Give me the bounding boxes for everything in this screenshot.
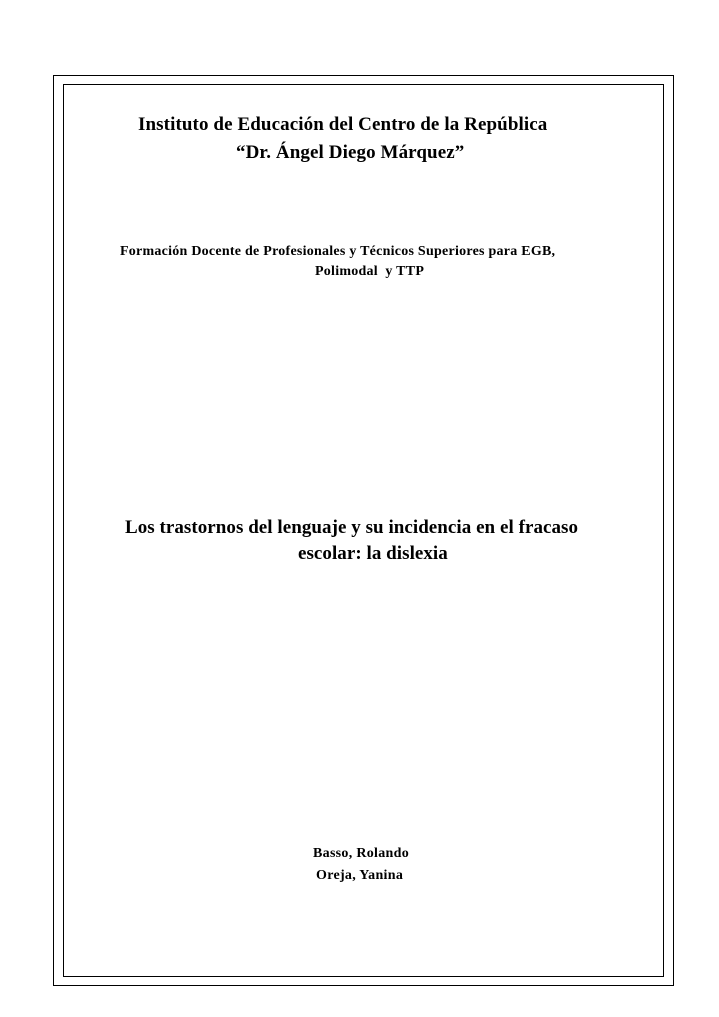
- thesis-title-line-1: Los trastornos del lenguaje y su incidencia en el fracaso: [125, 517, 579, 538]
- author-1: Basso, Rolando: [313, 846, 410, 861]
- program-line-1: Formación Docente de Profesionales y Técnicos Superiores para EGB,: [120, 244, 556, 259]
- institution-name: Instituto de Educación del Centro de la República: [138, 114, 548, 135]
- author-2: Oreja, Yanina: [316, 868, 404, 883]
- institution-honoree: “Dr. Ángel Diego Márquez”: [236, 142, 465, 163]
- thesis-title-line-2: escolar: la dislexia: [298, 543, 448, 564]
- program-line-2: Polimodal y TTP: [315, 264, 425, 279]
